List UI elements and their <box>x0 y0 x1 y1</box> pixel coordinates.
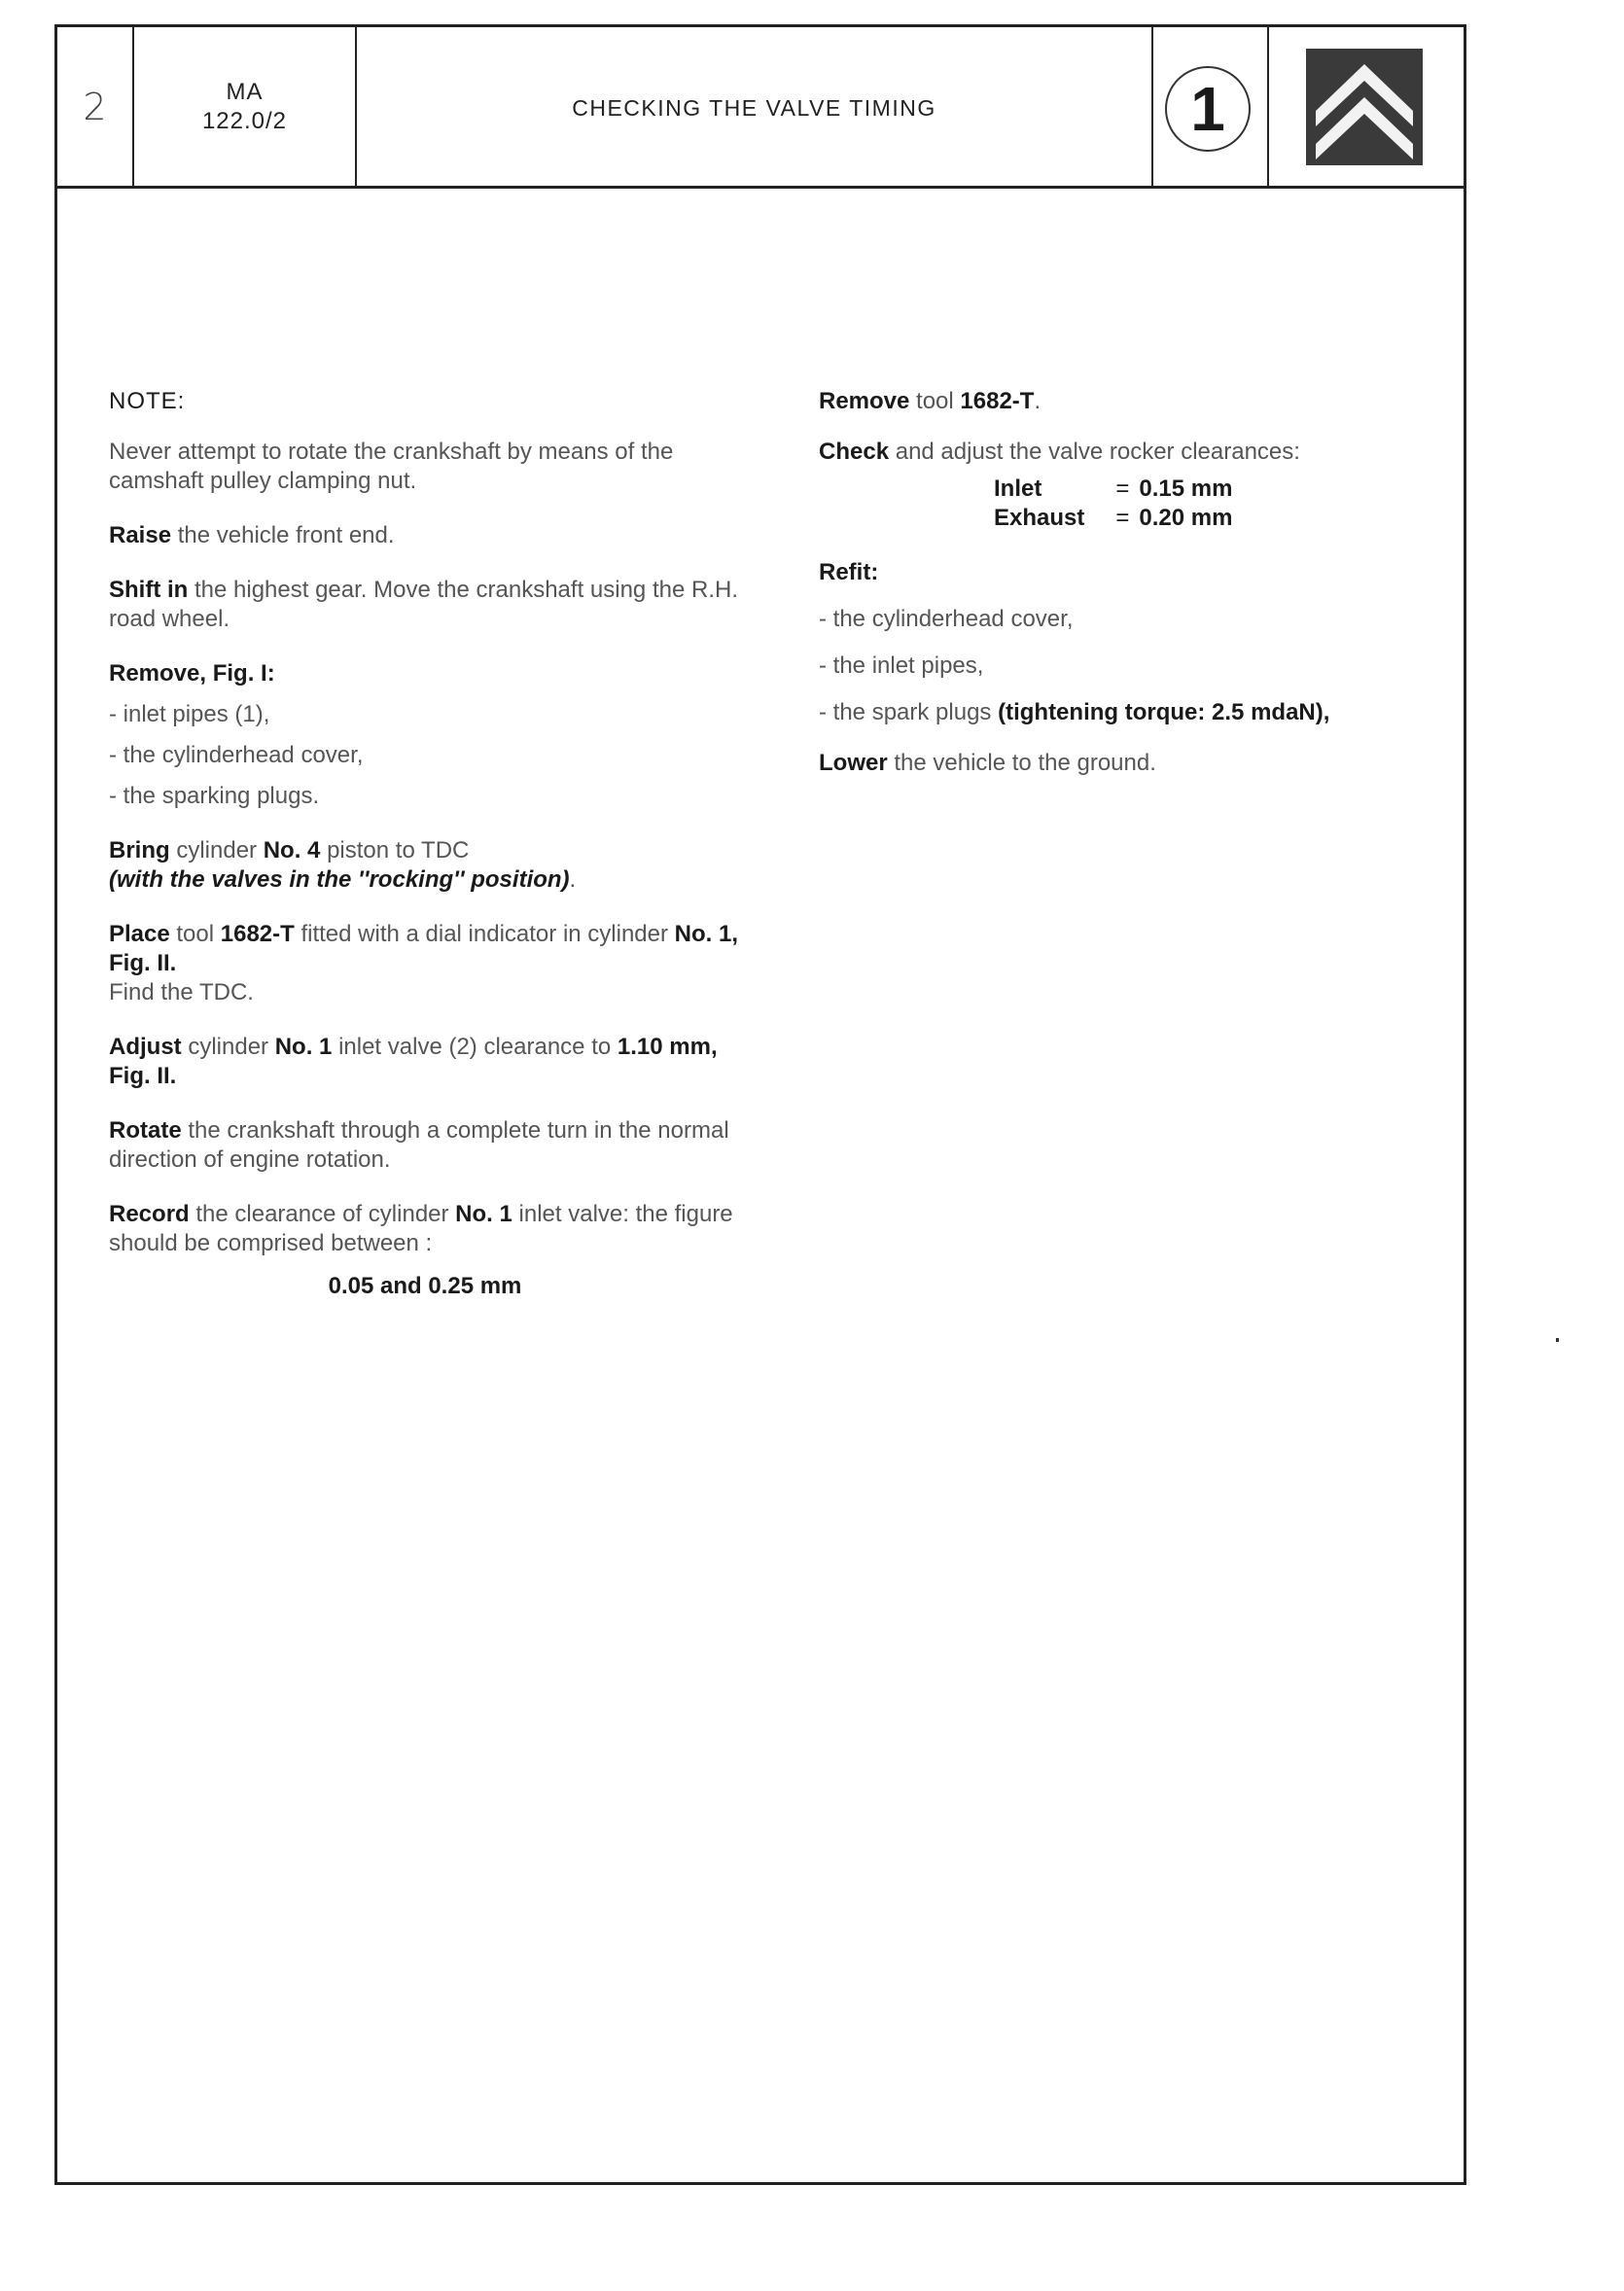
adjust-value: 1.10 mm, Fig. II. <box>109 1034 718 1089</box>
lower-text: the vehicle to the ground. <box>887 750 1156 776</box>
record-cylinder: No. 1 <box>455 1201 512 1227</box>
bring-italic-note: (with the valves in the ''rocking'' position) <box>109 866 570 893</box>
record-range: 0.05 and 0.25 mm <box>328 1273 522 1299</box>
refit-item-1: - the cylinderhead cover, <box>819 606 1074 632</box>
note-title: NOTE: <box>109 388 186 414</box>
clearance-value: 0.20 mm <box>1139 505 1233 531</box>
raise-verb: Raise <box>109 522 172 548</box>
clearance-equals: = <box>1115 476 1130 502</box>
remove-tool-text: tool <box>909 388 961 414</box>
raise-text: the vehicle front end. <box>171 522 395 548</box>
clearance-equals: = <box>1115 505 1130 531</box>
remove-item-3: - the sparking plugs. <box>109 783 320 809</box>
adjust-cylinder: No. 1 <box>274 1034 333 1060</box>
reference-line-2: 122.0/2 <box>201 108 288 134</box>
bring-verb: Bring <box>109 837 170 864</box>
bring-text-2: piston to TDC <box>320 837 470 864</box>
bring-text-1: cylinder <box>169 837 264 864</box>
remove-item-1: - inlet pipes (1), <box>109 701 270 727</box>
place-line-2: Find the TDC. <box>109 979 254 1005</box>
record-text-1: the clearance of cylinder <box>189 1201 456 1227</box>
place-step <box>109 920 741 1007</box>
place-text-1: tool <box>169 921 221 947</box>
double-chevron-logo-icon <box>1306 49 1423 165</box>
lower-step <box>819 749 1441 778</box>
bring-step <box>109 836 741 895</box>
left-column <box>109 387 741 1301</box>
record-step <box>109 1200 741 1258</box>
reference-cell <box>134 27 357 186</box>
lower-verb: Lower <box>819 750 888 776</box>
adjust-text-1: cylinder <box>181 1034 275 1060</box>
check-verb: Check <box>819 439 890 465</box>
shift-step <box>109 576 741 634</box>
refit-item-2: - the inlet pipes, <box>819 652 984 679</box>
shift-text: the highest gear. Move the crankshaft using the R.H. road wheel. <box>109 577 738 632</box>
shift-verb: Shift in <box>109 577 189 603</box>
reference-code <box>134 78 355 136</box>
right-column <box>819 387 1441 778</box>
bring-tail: . <box>569 866 577 893</box>
logo-cell <box>1269 27 1464 186</box>
bring-cylinder: No. 4 <box>263 837 321 864</box>
remove-tool-id: 1682-T <box>960 388 1035 414</box>
check-text: and adjust the valve rocker clearances: <box>889 439 1300 465</box>
header <box>57 27 1464 189</box>
page-number-cell <box>57 27 134 186</box>
note-text: Never attempt to rotate the crankshaft by means of the camshaft pulley clamping nut. <box>109 439 674 494</box>
clearance-label: Exhaust <box>994 505 1085 531</box>
check-step <box>819 438 1441 467</box>
refit-torque: (tightening torque: 2.5 mdaN), <box>998 699 1330 725</box>
refit-item-3 <box>819 698 1441 727</box>
place-tool: 1682-T <box>220 921 295 947</box>
refit-heading: Refit: <box>819 559 879 585</box>
clearance-label: Inlet <box>994 476 1042 502</box>
rotate-verb: Rotate <box>109 1117 182 1144</box>
reference-line-1: MA <box>226 79 264 105</box>
document-title: CHECKING THE VALVE TIMING <box>572 95 936 121</box>
adjust-step <box>109 1033 741 1091</box>
circled-number-badge: 1 <box>1165 66 1251 152</box>
clearance-row-inlet <box>994 475 1240 504</box>
refit-item-3-text: - the spark plugs <box>819 699 999 725</box>
scan-speck <box>1556 1338 1559 1342</box>
place-ref: No. 1, Fig. II. <box>109 921 738 976</box>
remove-tool-tail: . <box>1034 388 1041 414</box>
record-verb: Record <box>109 1201 190 1227</box>
rotate-step <box>109 1116 741 1175</box>
raise-step <box>109 521 741 550</box>
clearance-value: 0.15 mm <box>1139 476 1233 502</box>
clearance-row-exhaust <box>994 504 1240 533</box>
record-text-2: inlet valve: the figure should be comprised between : <box>109 1201 733 1256</box>
adjust-verb: Adjust <box>109 1034 182 1060</box>
title-cell <box>357 27 1153 186</box>
place-text-2: fitted with a dial indicator in cylinder <box>294 921 675 947</box>
rotate-text: the crankshaft through a complete turn in the normal direction of engine rotation. <box>109 1117 729 1173</box>
adjust-text-2: inlet valve (2) clearance to <box>332 1034 618 1060</box>
remove-tool-step <box>819 387 1441 416</box>
place-verb: Place <box>109 921 170 947</box>
remove-heading: Remove, Fig. I: <box>109 660 275 687</box>
clearance-table <box>994 475 1240 533</box>
remove-item-2: - the cylinderhead cover, <box>109 742 364 768</box>
remove-tool-verb: Remove <box>819 388 910 414</box>
page-number: 2 <box>83 86 107 128</box>
badge-cell <box>1153 27 1269 186</box>
